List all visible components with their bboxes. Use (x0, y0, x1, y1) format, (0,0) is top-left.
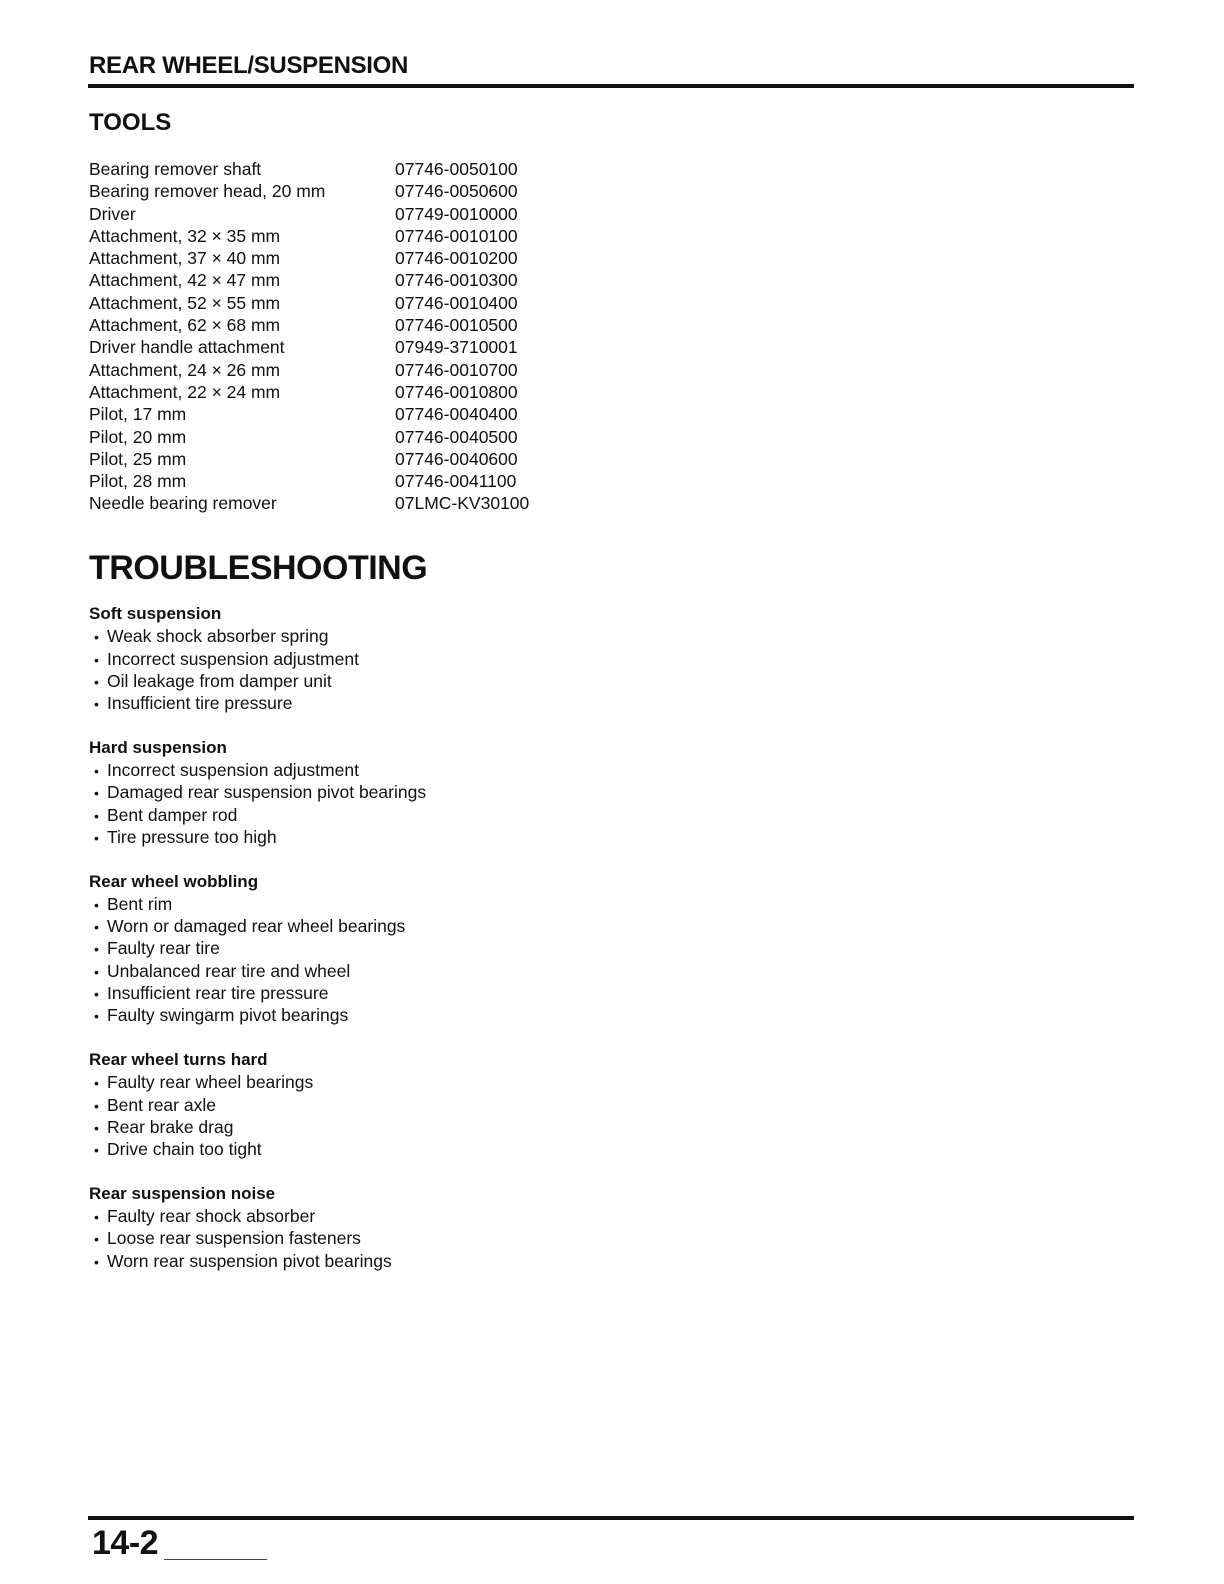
bullet-icon: • (94, 629, 99, 646)
tool-row (89, 158, 529, 180)
cause-text: Worn or damaged rear wheel bearings (107, 916, 406, 937)
cause-item (89, 1227, 689, 1249)
bullet-icon: • (94, 1231, 99, 1248)
tool-part-number: 07749-0010000 (395, 203, 518, 224)
bullet-icon: • (94, 1253, 99, 1270)
troubleshooting-group (89, 1183, 689, 1272)
cause-item (89, 648, 689, 670)
cause-text: Oil leakage from damper unit (107, 670, 332, 691)
bullet-icon: • (94, 986, 99, 1003)
symptom-heading: Rear wheel turns hard (89, 1049, 268, 1069)
tools-heading: TOOLS (89, 109, 172, 136)
tool-part-number: 07746-0010400 (395, 292, 518, 313)
cause-text: Loose rear suspension fasteners (107, 1228, 361, 1249)
cause-item (89, 937, 689, 959)
symptom-heading: Rear wheel wobbling (89, 871, 259, 891)
bullet-icon: • (94, 1097, 99, 1114)
page-number: 14-2 (92, 1524, 159, 1562)
cause-text: Worn rear suspension pivot bearings (107, 1250, 392, 1271)
tool-row (89, 292, 529, 314)
footer-divider (88, 1516, 1134, 1520)
cause-text: Incorrect suspension adjustment (107, 648, 359, 669)
tool-part-number: 07746-0010300 (395, 270, 518, 291)
tool-part-number: 07746-0010100 (395, 225, 518, 246)
tool-row (89, 269, 529, 291)
tool-part-number: 07LMC-KV30100 (395, 493, 530, 514)
cause-item (89, 692, 689, 714)
cause-text: Incorrect suspension adjustment (107, 760, 359, 781)
troubleshooting-heading: TROUBLESHOOTING (89, 549, 428, 587)
tool-row (89, 314, 529, 336)
tool-part-number: 07746-0010200 (395, 248, 518, 269)
tool-part-number: 07746-0010500 (395, 315, 518, 336)
tool-row (89, 203, 529, 225)
bullet-icon: • (94, 1008, 99, 1025)
cause-text: Bent damper rod (107, 804, 238, 825)
tool-name: Attachment, 62 × 68 mm (89, 315, 281, 336)
cause-item (89, 982, 689, 1004)
tool-row (89, 381, 529, 403)
tool-name: Attachment, 32 × 35 mm (89, 225, 281, 246)
troubleshooting-list (89, 603, 689, 1294)
bullet-icon: • (94, 785, 99, 802)
tool-name: Pilot, 25 mm (89, 448, 187, 469)
bullet-icon: • (94, 763, 99, 780)
tool-part-number: 07746-0040400 (395, 404, 518, 425)
tool-name: Bearing remover shaft (89, 159, 262, 179)
tool-name: Attachment, 42 × 47 mm (89, 270, 281, 291)
cause-text: Faulty rear wheel bearings (107, 1072, 314, 1093)
tool-row (89, 470, 529, 492)
bullet-icon: • (94, 941, 99, 958)
cause-item (89, 1138, 689, 1160)
bullet-icon: • (94, 696, 99, 713)
tool-part-number: 07746-0010700 (395, 359, 518, 380)
tool-row (89, 225, 529, 247)
bullet-icon: • (94, 896, 99, 913)
bullet-icon: • (94, 1209, 99, 1226)
cause-item (89, 1116, 689, 1138)
cause-item (89, 1071, 689, 1093)
symptom-heading: Hard suspension (89, 737, 227, 757)
tool-part-number: 07746-0010800 (395, 381, 518, 402)
cause-item (89, 670, 689, 692)
bullet-icon: • (94, 651, 99, 668)
cause-text: Drive chain too tight (107, 1139, 262, 1160)
troubleshooting-group (89, 871, 689, 1027)
bullet-icon: • (94, 1142, 99, 1159)
cause-item (89, 826, 689, 848)
cause-text: Weak shock absorber spring (107, 626, 329, 647)
header-divider (88, 84, 1134, 88)
cause-item (89, 1094, 689, 1116)
tool-name: Pilot, 17 mm (89, 404, 187, 425)
tool-name: Attachment, 52 × 55 mm (89, 292, 281, 313)
cause-item (89, 781, 689, 803)
cause-item (89, 915, 689, 937)
tool-part-number: 07746-0040500 (395, 426, 518, 447)
tool-row (89, 448, 529, 470)
cause-text: Faulty swingarm pivot bearings (107, 1005, 349, 1026)
troubleshooting-group (89, 737, 689, 848)
tool-row (89, 359, 529, 381)
cause-text: Bent rear axle (107, 1094, 216, 1115)
cause-item (89, 1004, 689, 1026)
tool-row (89, 247, 529, 269)
cause-item (89, 759, 689, 781)
tools-table (89, 158, 529, 515)
tool-name: Pilot, 28 mm (89, 471, 187, 492)
cause-text: Damaged rear suspension pivot bearings (107, 782, 427, 803)
symptom-heading: Soft suspension (89, 604, 222, 623)
tool-part-number: 07746-0050600 (395, 181, 518, 202)
cause-text: Faulty rear shock absorber (107, 1206, 316, 1227)
tool-name: Attachment, 37 × 40 mm (89, 248, 281, 269)
tool-row (89, 492, 529, 514)
bullet-icon: • (94, 1119, 99, 1136)
tool-part-number: 07949-3710001 (395, 337, 518, 358)
cause-item (89, 960, 689, 982)
section-header-title: REAR WHEEL/SUSPENSION (89, 52, 409, 79)
tool-row (89, 426, 529, 448)
symptom-heading: Rear suspension noise (89, 1183, 276, 1203)
tool-part-number: 07746-0041100 (395, 471, 517, 492)
tool-part-number: 07746-0050100 (395, 159, 518, 179)
bullet-icon: • (94, 807, 99, 824)
bullet-icon: • (94, 919, 99, 936)
cause-text: Insufficient tire pressure (107, 693, 293, 714)
troubleshooting-group (89, 1049, 689, 1160)
tool-row (89, 336, 529, 358)
bullet-icon: • (94, 963, 99, 980)
tool-name: Needle bearing remover (89, 493, 277, 514)
tool-name: Bearing remover head, 20 mm (89, 181, 326, 202)
tool-name: Attachment, 24 × 26 mm (89, 359, 281, 380)
tool-name: Driver (89, 203, 136, 224)
tool-name: Pilot, 20 mm (89, 426, 187, 447)
cause-text: Bent rim (107, 893, 173, 914)
tool-name: Driver handle attachment (89, 337, 285, 358)
cause-text: Insufficient rear tire pressure (107, 983, 329, 1004)
troubleshooting-group (89, 603, 689, 714)
bullet-icon: • (94, 829, 99, 846)
cause-item (89, 1250, 689, 1272)
page-number-underline (164, 1559, 267, 1560)
tool-part-number: 07746-0040600 (395, 448, 518, 469)
tool-row (89, 180, 529, 202)
bullet-icon: • (94, 673, 99, 690)
cause-text: Rear brake drag (107, 1116, 234, 1137)
cause-item (89, 804, 689, 826)
bullet-icon: • (94, 1075, 99, 1092)
cause-item (89, 893, 689, 915)
cause-item (89, 1205, 689, 1227)
tool-name: Attachment, 22 × 24 mm (89, 381, 281, 402)
cause-text: Tire pressure too high (107, 826, 277, 847)
cause-item (89, 625, 689, 647)
tool-row (89, 403, 529, 425)
cause-text: Faulty rear tire (107, 938, 220, 959)
cause-text: Unbalanced rear tire and wheel (107, 960, 351, 981)
